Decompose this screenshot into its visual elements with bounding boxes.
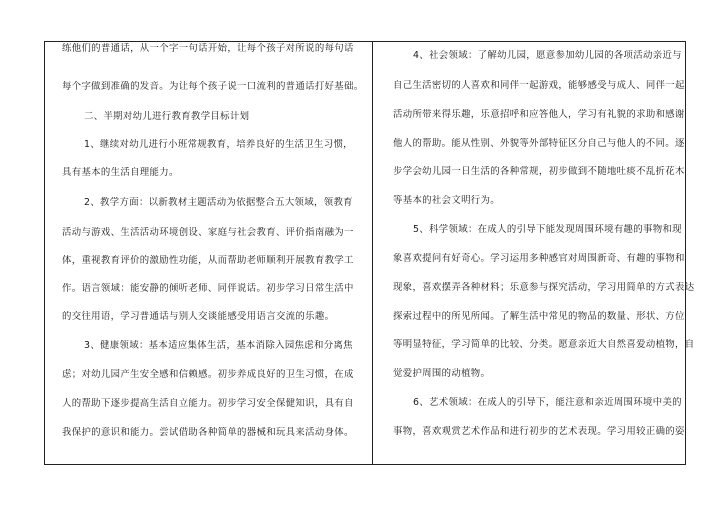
text-line: 活动与游戏、生活活动环境创设、家庭与社会教育、评价指南融为一	[62, 227, 354, 238]
text-line: 步学会幼儿园一日生活的各种常规，初步做到不随地吐痰不乱折花木	[393, 166, 685, 177]
text-line: 事物，喜欢观赏艺术作品和进行初步的艺术表现。学习用较正确的姿	[393, 426, 685, 437]
text-line: 象喜欢提问有好奇心。学习运用多种感官对周围新奇、有趣的事物和	[393, 253, 685, 264]
text-line: 人的帮助下逐步提高生活自立能力。初步学习安全保健知识，具有自	[62, 398, 354, 409]
text-line: 觉爱护周围的动植物。	[393, 368, 491, 379]
text-line: 我保护的意识和能力。尝试借助各种简单的器械和玩具来活动身体。	[62, 427, 354, 438]
text-line: 体，重视教育评价的激励性功能，从而帮助老师顺利开展教育教学工	[62, 255, 354, 266]
text-line: 3、健康领域：基本适应集体生活，基本消除入园焦虑和分离焦	[84, 340, 353, 351]
text-line: 作。语言领域：能安静的倾听老师、同伴说话。初步学习日常生活中	[62, 283, 354, 294]
text-line: 虑；对幼儿园产生安全感和信赖感。初步养成良好的卫生习惯，在成	[62, 369, 354, 380]
text-line: 2、教学方面：以新教材主题活动为依据整合五大领域，领教育	[84, 197, 353, 208]
text-line: 他人的帮助。能从性别、外貌等外部特征区分自己与他人的不同。逐	[393, 138, 685, 149]
text-line: 现象，喜欢摆弄各种材料；乐意参与探究活动，学习用简单的方式表达	[393, 282, 695, 293]
text-line: 等明显特征，学习简单的比较、分类。愿意亲近大自然喜爱动植物，自	[393, 339, 695, 350]
text-line: 4、社会领域：了解幼儿园，愿意参加幼儿园的各项活动亲近与	[413, 50, 682, 61]
text-line: 5、科学领域：在成人的引导下能发现周围环境有趣的事物和现	[413, 224, 682, 235]
column-divider	[372, 41, 373, 465]
text-line: 具有基本的生活自理能力。	[62, 167, 179, 178]
text-line: 二、半期对幼儿进行教育教学目标计划	[84, 111, 250, 122]
text-line: 每个字做到准确的发音。为让每个孩子说一口流利的普通话打好基础。	[62, 81, 364, 92]
text-line: 1、继续对幼儿进行小班常规教育，培养良好的生活卫生习惯，	[84, 139, 353, 150]
text-line: 自己生活密切的人喜欢和同伴一起游戏，能够感受与成人、同伴一起	[393, 80, 685, 91]
text-line: 等基本的社会文明行为。	[393, 195, 500, 206]
text-line: 6、艺术领域：在成人的引导下，能注意和亲近周围环境中美的	[413, 397, 682, 408]
text-line: 练他们的普通话，从一个字一句话开始，让每个孩子对所说的每句话	[62, 43, 354, 54]
text-line: 探索过程中的所见所闻。了解生活中常见的物品的数量、形状、方位	[393, 311, 685, 322]
text-line: 活动所带来得乐趣，乐意招呼和应答他人，学习有礼貌的求助和感谢	[393, 109, 685, 120]
text-line: 的交往用语，学习普通话与别人交谈能感受用语言交流的乐趣。	[62, 311, 335, 322]
